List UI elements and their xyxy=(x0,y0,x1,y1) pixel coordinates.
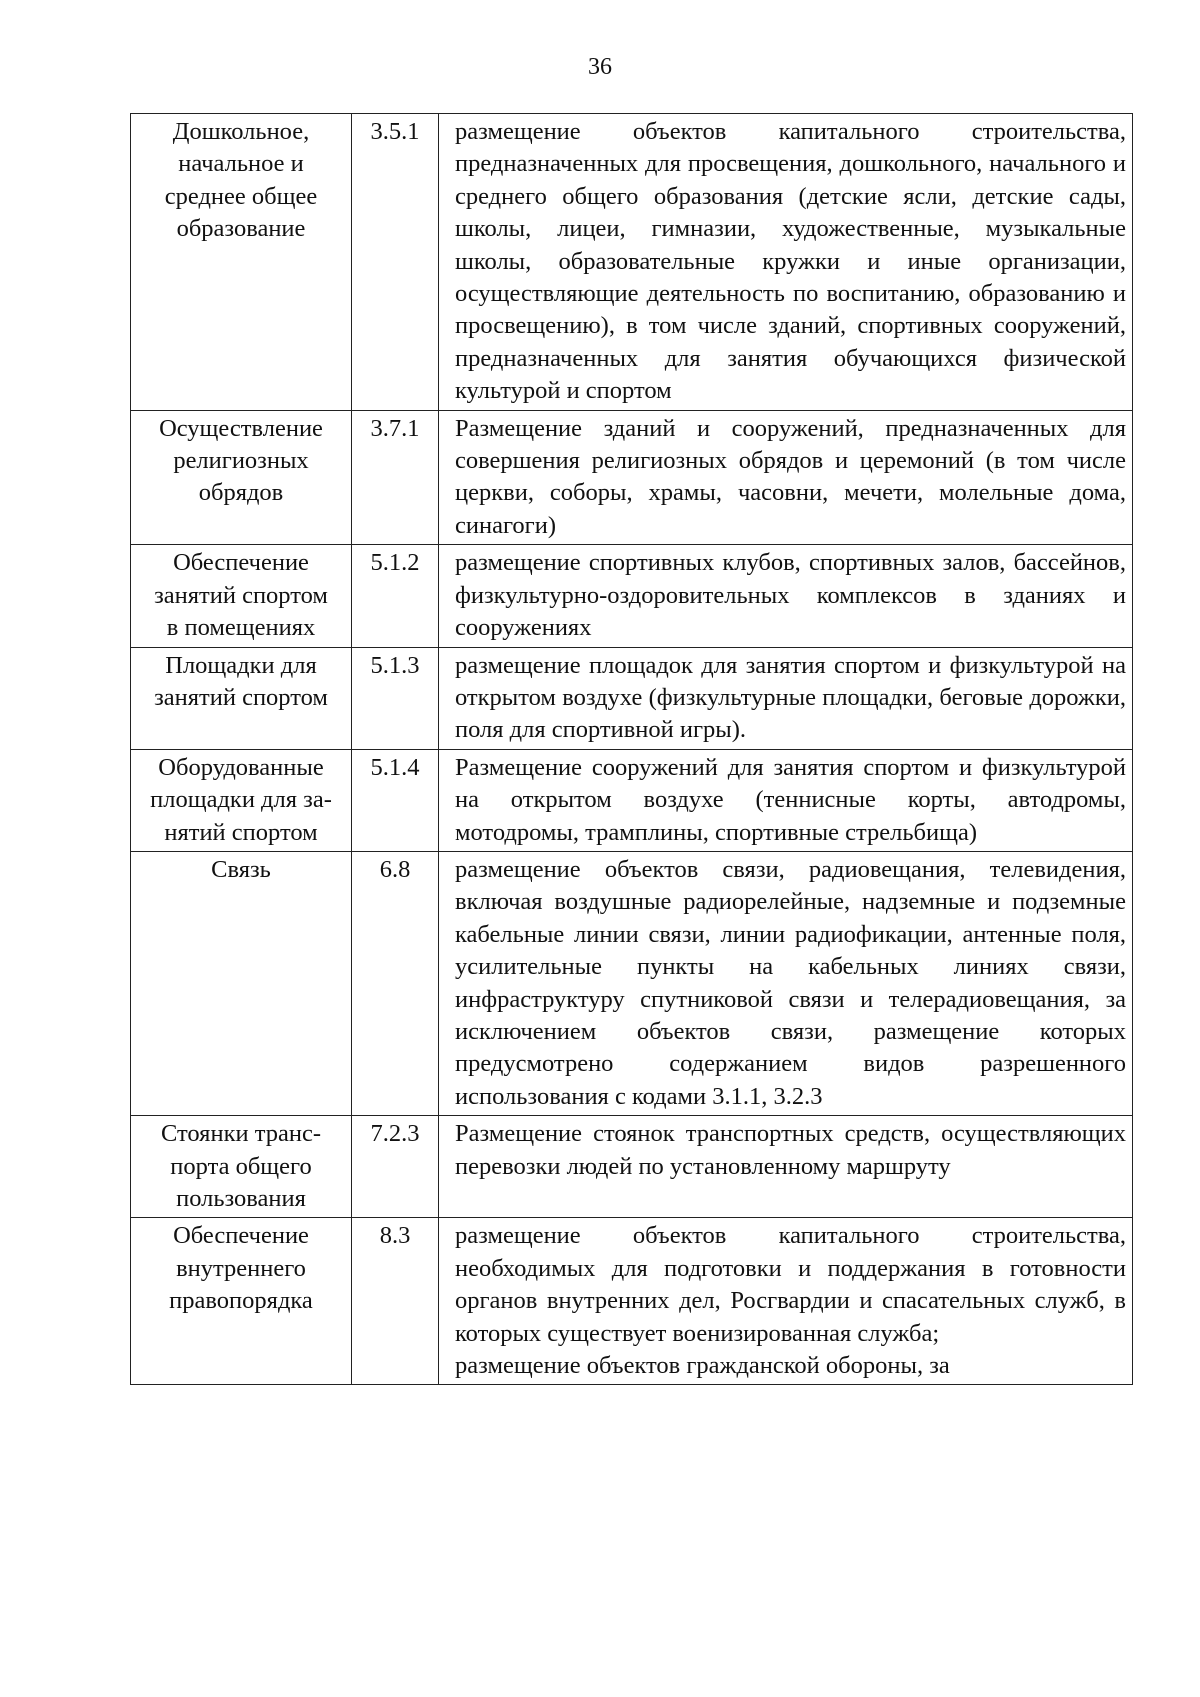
land-use-code: 3.5.1 xyxy=(352,114,439,411)
land-use-name-cell xyxy=(131,749,352,851)
table-row xyxy=(131,1116,1133,1218)
land-use-description: размещение объектов капитального строительства, предназначенных для просвещения, дошкольного, начального и среднего общего образования (детские ясли, детские сады, школы, лицеи, гимназии, художественные, музыкальные школы, образовательные кружки и иные организации, осуществляющие деятельность по воспитанию, образованию и просвещению), в том числе зданий, спортивных сооружений, предназначенных для занятия обучающихся физической культурой и спортом xyxy=(439,114,1133,411)
land-use-code: 5.1.4 xyxy=(352,749,439,851)
land-use-description: Размещение сооружений для занятия спортом и физкультурой на открытом воздухе (теннисные корты, автодромы, мотодромы, трамплины, спортивные стрельбища) xyxy=(439,749,1133,851)
land-use-name-cell xyxy=(131,1218,352,1385)
land-use-name-cell xyxy=(131,647,352,749)
land-use-name: Связь xyxy=(211,855,271,883)
land-use-code: 5.1.3 xyxy=(352,647,439,749)
land-use-name: Обеспечение занятий спортом в помещениях xyxy=(154,549,328,642)
land-use-name: Стоянки транс- порта общего пользования xyxy=(161,1120,321,1212)
land-use-description: Размещение зданий и сооружений, предназначенных для совершения религиозных обрядов и церемоний (в том числе церкви, соборы, храмы, часовни, мечети, молельные дома, синагоги) xyxy=(439,410,1133,545)
table-row xyxy=(131,545,1133,647)
page-number: 36 xyxy=(588,54,612,80)
table-row xyxy=(131,1218,1133,1385)
land-use-name-cell xyxy=(131,851,352,1115)
land-use-name: Оборудованные площадки для за- нятий спортом xyxy=(150,753,332,846)
table-row xyxy=(131,114,1133,411)
land-use-name-cell xyxy=(131,114,352,411)
table-row xyxy=(131,851,1133,1115)
land-use-description: размещение объектов капитального строительства, необходимых для подготовки и поддержания в готовности органов внутренних дел, Росгвардии и спасательных служб, в которых существует военизированная служба; размещение объектов гражданской обороны, за xyxy=(439,1218,1133,1385)
land-use-description: размещение площадок для занятия спортом и физкультурой на открытом воздухе (физкультурные площадки, беговые дорожки, поля для спортивной игры). xyxy=(439,647,1133,749)
land-use-description: размещение спортивных клубов, спортивных залов, бассейнов, физкультурно-оздоровительных комплексов в зданиях и сооружениях xyxy=(439,545,1133,647)
land-use-code: 7.2.3 xyxy=(352,1116,439,1218)
land-use-description: Размещение стоянок транспортных средств, осуществляющих перевозки людей по установленному маршруту xyxy=(439,1116,1133,1218)
land-use-name-cell xyxy=(131,545,352,647)
table-row xyxy=(131,749,1133,851)
table-row xyxy=(131,410,1133,545)
table-body xyxy=(131,114,1133,1385)
land-use-name-cell xyxy=(131,1116,352,1218)
land-use-description: размещение объектов связи, радиовещания, телевидения, включая воздушные радиорелейные, надземные и подземные кабельные линии связи, линии радиофикации, антенные поля, усилительные пункты на кабельных линиях связи, инфраструктуру спутниковой связи и телерадиовещания, за исключением объектов связи, размещение которых предусмотрено содержанием видов разрешенного использования с кодами 3.1.1, 3.2.3 xyxy=(439,851,1133,1115)
land-use-code: 8.3 xyxy=(352,1218,439,1385)
land-use-code: 5.1.2 xyxy=(352,545,439,647)
land-use-table xyxy=(130,113,1133,1385)
land-use-name: Дошкольное, начальное и среднее общее образование xyxy=(164,118,318,243)
land-use-code: 6.8 xyxy=(352,851,439,1115)
land-use-code: 3.7.1 xyxy=(352,410,439,545)
table-row xyxy=(131,647,1133,749)
land-use-name: Площадки для занятий спортом xyxy=(154,651,328,711)
land-use-name: Осуществление религиозных обрядов xyxy=(159,414,323,507)
land-use-name: Обеспечение внутреннего правопорядка xyxy=(169,1222,313,1315)
land-use-name-cell xyxy=(131,410,352,545)
